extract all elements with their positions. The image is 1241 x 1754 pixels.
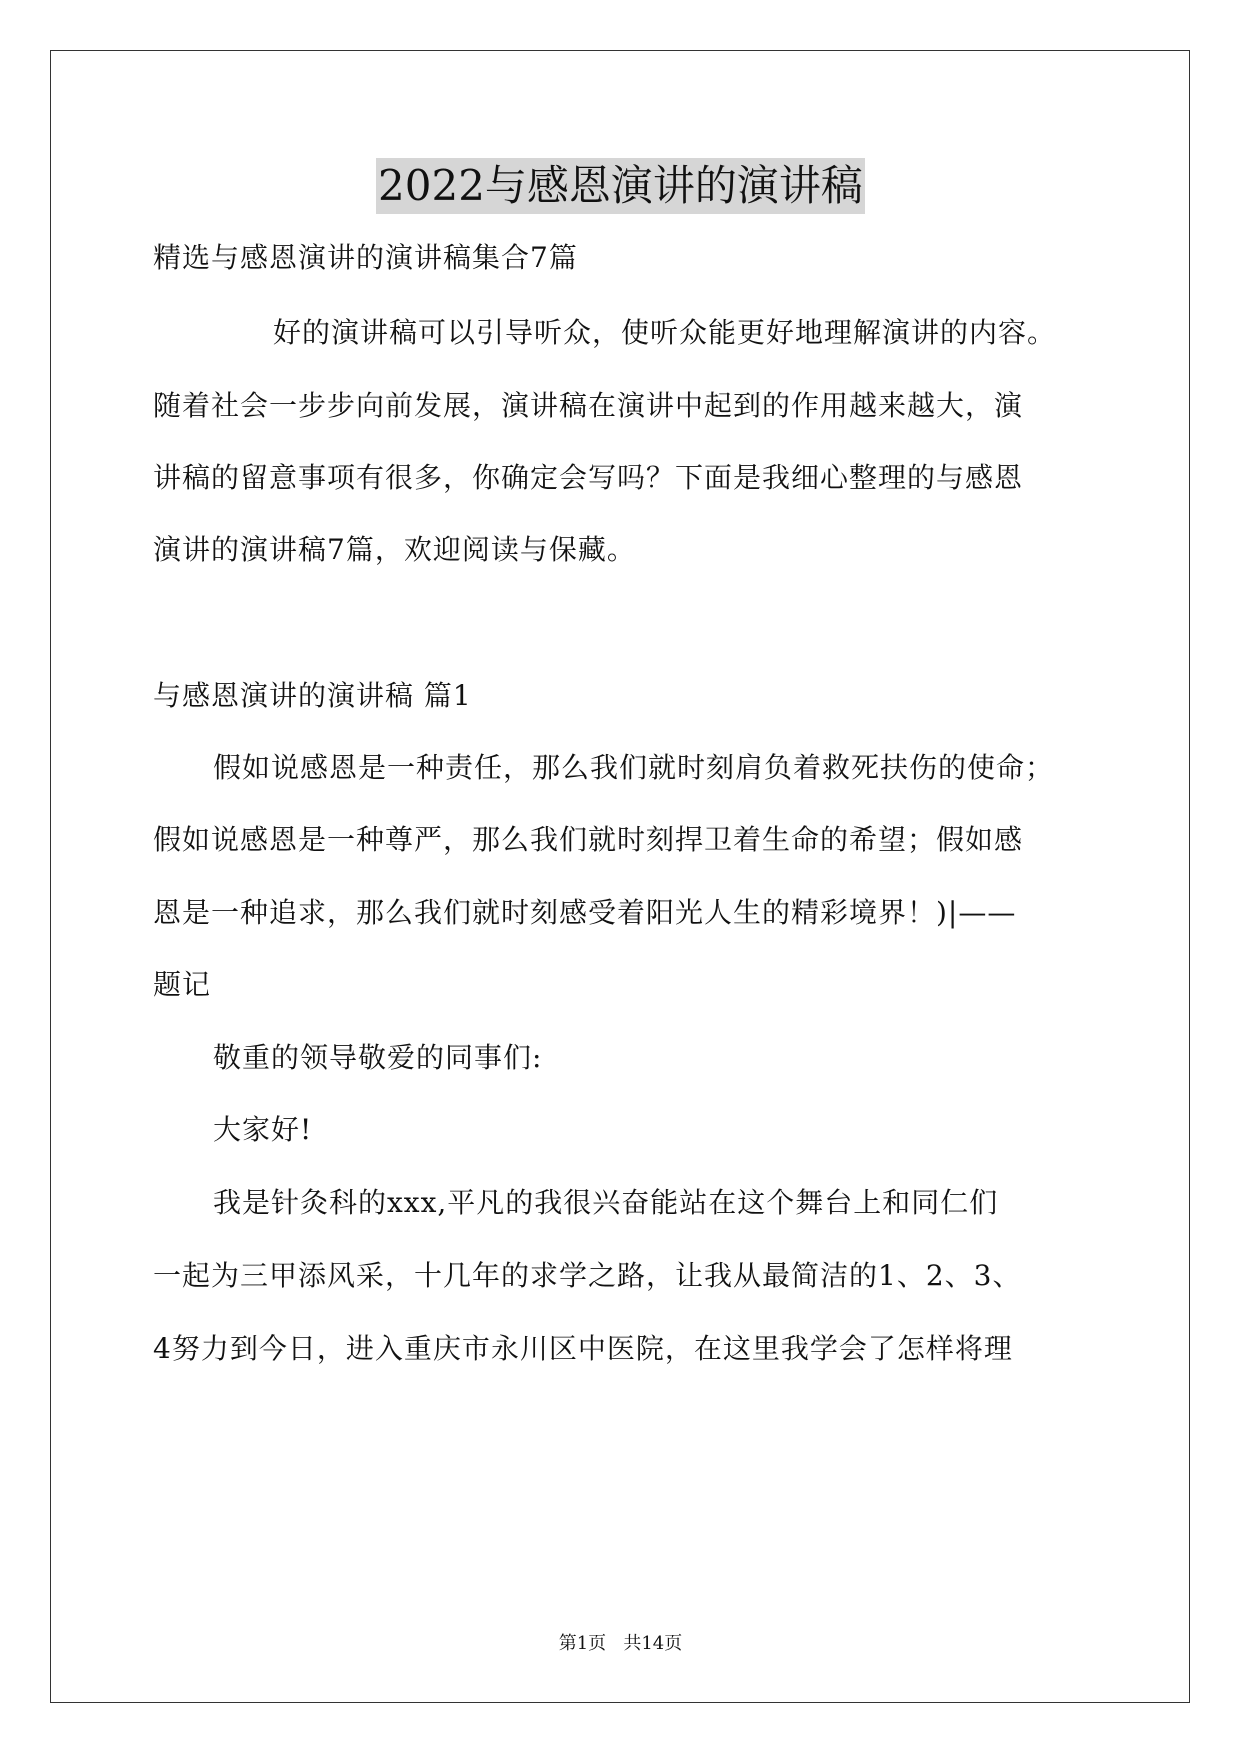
epigraph-line-3: 恩是一种追求，那么我们就时刻感受着阳光人生的精彩境界！)|—— <box>153 896 1017 929</box>
intro-line-3: 讲稿的留意事项有很多，你确定会写吗？下面是我细心整理的与感恩 <box>153 461 1024 494</box>
body-line-2: 一起为三甲添风采，十几年的求学之路，让我从最简洁的1、2、3、 <box>153 1259 1022 1292</box>
salutation: 敬重的领导敬爱的同事们: <box>213 1041 543 1074</box>
body-line-1: 我是针灸科的xxx,平凡的我很兴奋能站在这个舞台上和同仁们 <box>213 1186 999 1219</box>
epigraph-line-1: 假如说感恩是一种责任，那么我们就时刻肩负着救死扶伤的使命； <box>213 751 1055 784</box>
intro-line-4: 演讲的演讲稿7篇，欢迎阅读与保藏。 <box>153 533 636 566</box>
greeting: 大家好! <box>213 1113 313 1146</box>
epigraph-line-2: 假如说感恩是一种尊严，那么我们就时刻捍卫着生命的希望；假如感 <box>153 823 1024 856</box>
page-border <box>50 50 1190 1703</box>
intro-line-2: 随着社会一步步向前发展，演讲稿在演讲中起到的作用越来越大，演 <box>153 389 1024 422</box>
document-title: 2022与感恩演讲的演讲稿 <box>376 158 865 214</box>
epigraph-line-4: 题记 <box>153 968 212 1001</box>
intro-line-1: 好的演讲稿可以引导听众，使听众能更好地理解演讲的内容。 <box>273 316 1057 349</box>
body-line-3: 4努力到今日，进入重庆市永川区中医院，在这里我学会了怎样将理 <box>153 1332 1013 1365</box>
section-heading: 与感恩演讲的演讲稿 篇1 <box>153 679 472 712</box>
page-footer: 第1页 共14页 <box>558 1633 683 1654</box>
title-container <box>0 158 1241 214</box>
document-subtitle: 精选与感恩演讲的演讲稿集合7篇 <box>153 241 578 274</box>
